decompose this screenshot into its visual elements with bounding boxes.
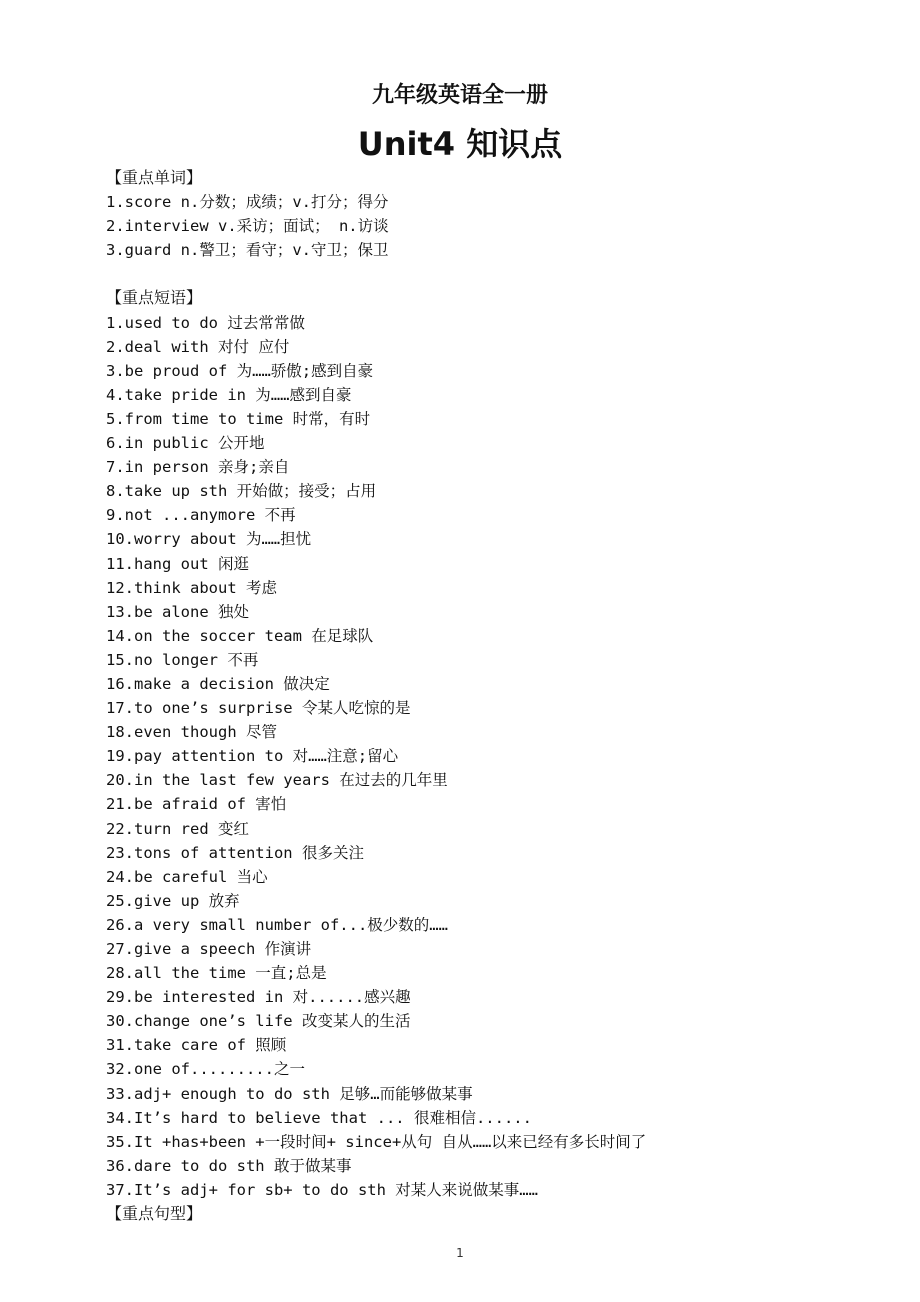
phrase-item: 37.It’s adj+ for sb+ to do sth 对某人来说做某事…… bbox=[106, 1180, 538, 1199]
phrases-list bbox=[106, 311, 880, 1202]
phrase-item: 21.be afraid of 害怕 bbox=[106, 795, 287, 814]
phrase-item: 5.from time to time 时常，有时 bbox=[106, 409, 371, 428]
phrases-heading: 【重点短语】 bbox=[106, 288, 203, 308]
document-subtitle: Unit4 知识点 bbox=[357, 125, 563, 163]
phrase-item: 13.be alone 独处 bbox=[106, 602, 249, 621]
page-number: 1 bbox=[456, 1246, 464, 1260]
phrase-item: 25.give up 放弃 bbox=[106, 891, 240, 910]
sentences-heading: 【重点句型】 bbox=[106, 1204, 203, 1224]
phrase-item: 14.on the soccer team 在足球队 bbox=[106, 626, 374, 645]
phrase-item: 19.pay attention to 对……注意;留心 bbox=[106, 747, 399, 766]
phrase-item: 7.in person 亲身;亲自 bbox=[106, 458, 290, 477]
phrase-item: 3.be proud of 为……骄傲;感到自豪 bbox=[106, 361, 374, 380]
phrase-item: 29.be interested in 对......感兴趣 bbox=[106, 988, 411, 1007]
document-title: 九年级英语全一册 bbox=[371, 83, 548, 108]
phrase-item: 36.dare to do sth 敢于做某事 bbox=[106, 1156, 352, 1175]
word-item: 3.guard n.警卫；看守；v.守卫；保卫 bbox=[106, 241, 389, 260]
phrase-item: 30.change one’s life 改变某人的生活 bbox=[106, 1012, 411, 1031]
spacer bbox=[106, 262, 880, 286]
phrase-item: 10.worry about 为……担忧 bbox=[106, 530, 312, 549]
phrase-item: 23.tons of attention 很多关注 bbox=[106, 843, 364, 862]
phrase-item: 17.to one’s surprise 令某人吃惊的是 bbox=[106, 699, 411, 718]
phrase-item: 28.all the time 一直;总是 bbox=[106, 964, 327, 983]
phrase-item: 33.adj+ enough to do sth 足够…而能够做某事 bbox=[106, 1084, 473, 1103]
phrase-item: 9.not ...anymore 不再 bbox=[106, 506, 296, 525]
phrase-item: 4.take pride in 为……感到自豪 bbox=[106, 385, 352, 404]
words-list bbox=[106, 190, 880, 262]
phrase-item: 24.be careful 当心 bbox=[106, 867, 268, 886]
content-block bbox=[106, 166, 880, 1226]
phrase-item: 2.deal with 对付 应付 bbox=[106, 337, 290, 356]
phrase-item: 27.give a speech 作演讲 bbox=[106, 940, 312, 958]
phrase-item: 8.take up sth 开始做；接受；占用 bbox=[106, 482, 377, 501]
phrase-item: 1.used to do 过去常常做 bbox=[106, 313, 305, 332]
phrase-item: 32.one of.........之一 bbox=[106, 1060, 305, 1079]
phrase-item: 35.It +has+been +一段时间+ since+从句 自从……以来已经有多长时间了 bbox=[106, 1132, 647, 1151]
phrase-item: 22.turn red 变红 bbox=[106, 819, 249, 838]
phrase-item: 31.take care of 照顾 bbox=[106, 1036, 287, 1055]
phrase-item: 20.in the last few years 在过去的几年里 bbox=[106, 771, 448, 790]
phrase-item: 15.no longer 不再 bbox=[106, 650, 259, 669]
word-item: 2.interview v.采访；面试； n.访谈 bbox=[106, 217, 389, 236]
phrase-item: 34.It’s hard to believe that ... 很难相信...... bbox=[106, 1108, 532, 1127]
phrase-item: 18.even though 尽管 bbox=[106, 723, 277, 742]
phrase-item: 12.think about 考虑 bbox=[106, 578, 277, 597]
phrase-item: 11.hang out 闲逛 bbox=[106, 554, 249, 573]
words-heading: 【重点单词】 bbox=[106, 168, 203, 187]
phrase-item: 6.in public 公开地 bbox=[106, 434, 265, 453]
phrase-item: 26.a very small number of...极少数的…… bbox=[106, 915, 448, 934]
word-item: 1.score n.分数；成绩；v.打分；得分 bbox=[106, 193, 389, 212]
phrase-item: 16.make a decision 做决定 bbox=[106, 674, 330, 693]
